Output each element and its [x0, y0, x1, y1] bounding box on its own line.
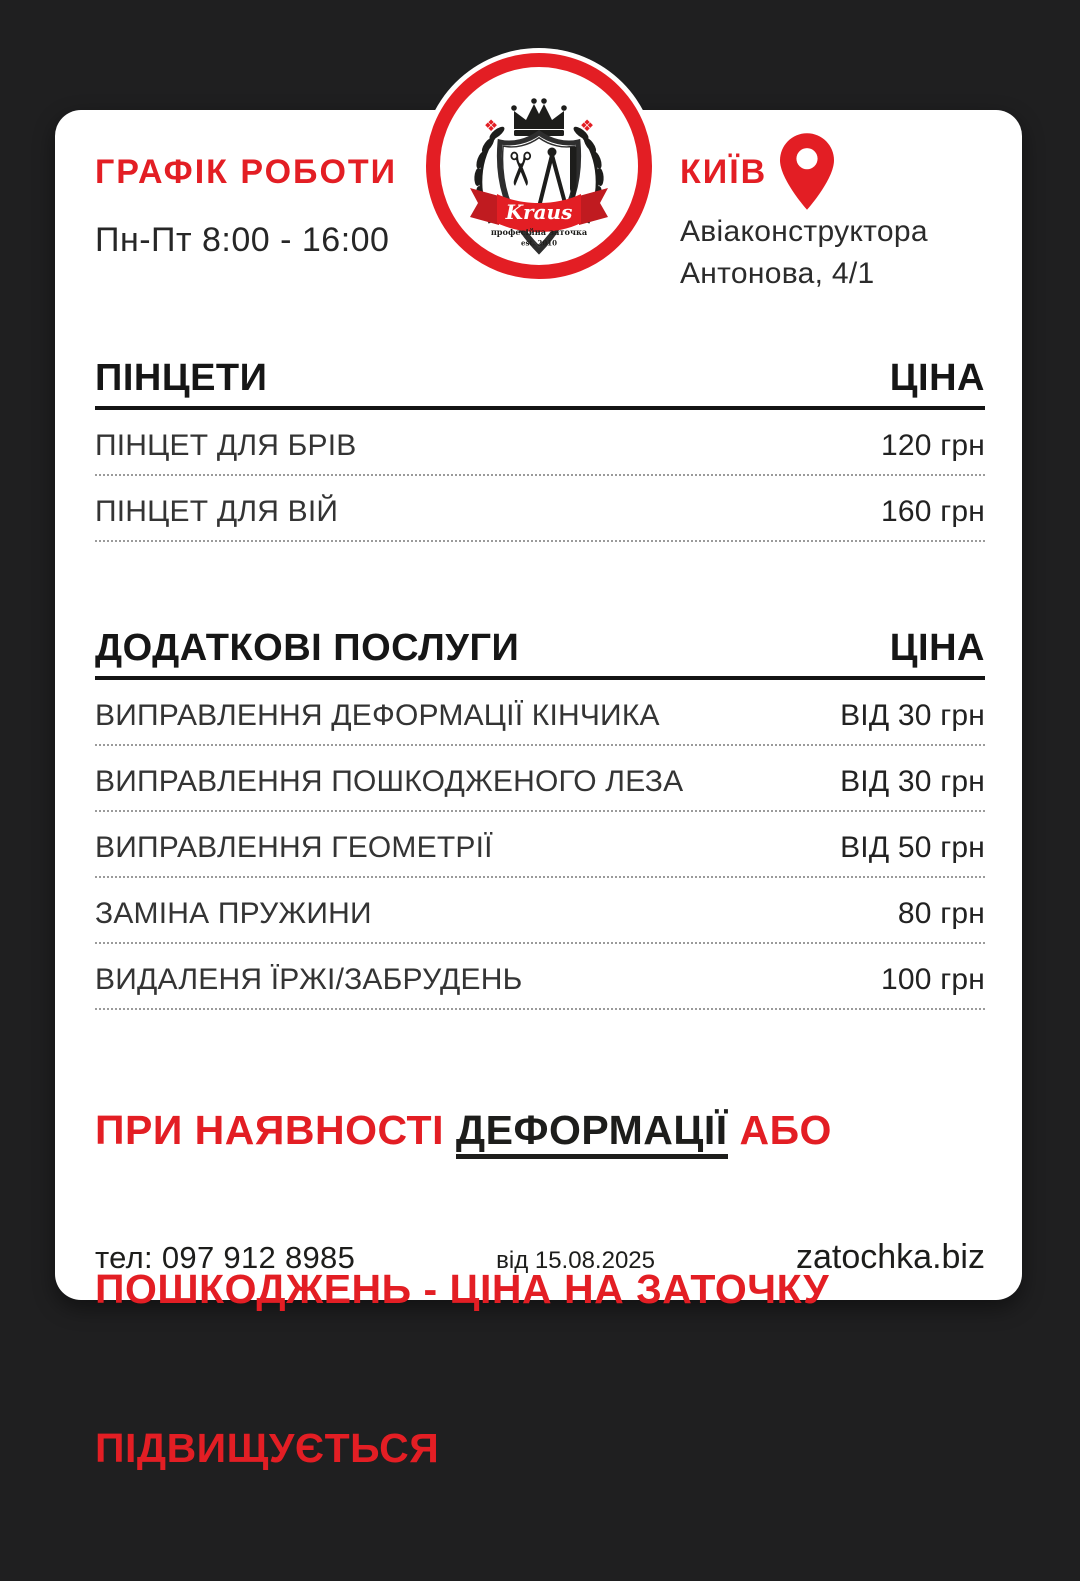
- table-header: [95, 628, 985, 680]
- print-date: від 15.08.2025: [496, 1247, 655, 1274]
- row-label: ВИПРАВЛЕННЯ ДЕФОРМАЦІЇ КІНЧИКА: [95, 699, 660, 732]
- footer: [95, 1238, 985, 1277]
- table-row: [95, 746, 985, 812]
- schedule-block: [95, 155, 397, 258]
- price-table-pincety: [95, 358, 985, 542]
- brand-name: Kraus: [505, 200, 572, 224]
- row-label: ЗАМІНА ПРУЖИНИ: [95, 897, 372, 930]
- price-column-header: ЦІНА: [889, 627, 985, 669]
- logo-est: est. 2010: [520, 238, 557, 248]
- price-card: [55, 110, 1022, 1471]
- row-price: 120 грн: [881, 429, 985, 462]
- notice-line-3: ПІДВИЩУЄТЬСЯ: [95, 1425, 440, 1471]
- notice-line-1: [95, 1104, 982, 1157]
- logo-crest: [440, 67, 638, 265]
- section-title: ДОДАТКОВІ ПОСЛУГИ: [95, 627, 520, 669]
- row-label: ВИДАЛЕНЯ ЇРЖІ/ЗАБРУДЕНЬ: [95, 963, 523, 996]
- row-label: ПІНЦЕТ ДЛЯ БРІВ: [95, 429, 357, 462]
- logo-badge: [426, 53, 652, 279]
- table-row: [95, 878, 985, 944]
- table-row: [95, 680, 985, 746]
- row-price: 160 грн: [881, 495, 985, 528]
- logo-tagline: професійна заточка: [490, 227, 587, 237]
- table-row: [95, 410, 985, 476]
- city-label: КИЇВ: [680, 153, 768, 191]
- schedule-title: ГРАФІК РОБОТИ: [95, 153, 398, 191]
- ornament-right-icon: ❖: [579, 118, 594, 135]
- scissors-icon: ✂: [493, 149, 546, 189]
- ornament-left-icon: ❖: [483, 118, 498, 135]
- table-row: [95, 476, 985, 542]
- price-table-services: [95, 628, 985, 1010]
- row-price: 80 грн: [897, 897, 985, 930]
- website-url: zatochka.biz: [795, 1238, 985, 1276]
- notice-line-2: ПОШКОДЖЕНЬ - ЦІНА НА ЗАТОЧКУ: [95, 1266, 830, 1312]
- notice-red-text: АБО: [727, 1107, 832, 1153]
- schedule-hours: Пн-Пт 8:00 - 16:00: [95, 221, 390, 259]
- section-title: ПІНЦЕТИ: [95, 357, 268, 399]
- address-line-1: Авіаконструктора: [680, 215, 928, 248]
- location-block: [680, 155, 990, 295]
- row-price: ВІД 30 грн: [840, 765, 985, 798]
- row-label: ПІНЦЕТ ДЛЯ ВІЙ: [95, 495, 339, 528]
- table-header: [95, 358, 985, 410]
- location-pin-icon: [780, 133, 834, 210]
- price-column-header: ЦІНА: [889, 357, 985, 399]
- notice-text: [95, 998, 982, 1581]
- notice-red-text: ПРИ НАЯВНОСТІ: [95, 1107, 456, 1153]
- notice-highlight-text: ДЕФОРМАЦІЇ: [456, 1107, 728, 1159]
- row-price: ВІД 50 грн: [840, 831, 985, 864]
- address-line-2: Антонова, 4/1: [680, 257, 875, 290]
- row-label: ВИПРАВЛЕННЯ ГЕОМЕТРІЇ: [95, 831, 493, 864]
- table-row: [95, 812, 985, 878]
- row-price: 100 грн: [881, 963, 985, 996]
- row-label: ВИПРАВЛЕННЯ ПОШКОДЖЕНОГО ЛЕЗА: [95, 765, 684, 798]
- row-price: ВІД 30 грн: [840, 699, 985, 732]
- phone-number: тел: 097 912 8985: [95, 1240, 356, 1275]
